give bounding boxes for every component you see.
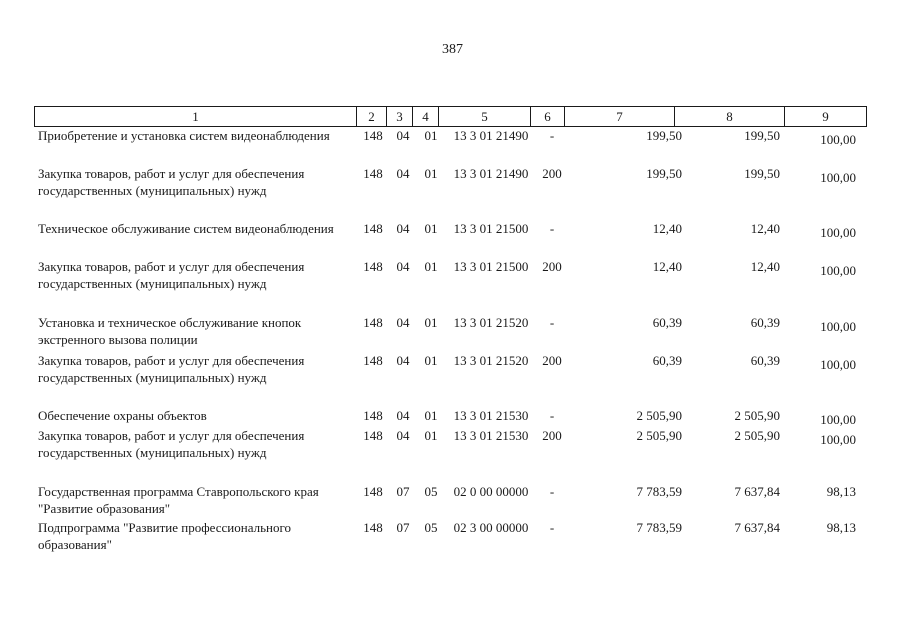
table-row	[0, 127, 905, 163]
page-number: 387	[442, 42, 463, 57]
row-code-admin: 148	[363, 428, 383, 443]
row-name: Обеспечение охраны объектов	[38, 408, 207, 423]
row-amount-plan: 199,50	[646, 166, 682, 181]
row-name: Подпрограмма "Развитие профессионального образования"	[38, 520, 291, 552]
row-code-section: 04	[396, 221, 410, 236]
row-code-section: 04	[396, 315, 410, 330]
row-code-target: 13 3 01 21520	[453, 315, 529, 330]
table-row	[0, 483, 905, 519]
column-header: 7	[565, 107, 675, 127]
row-amount-actual: 2 505,90	[734, 428, 780, 443]
row-code-subsection: 01	[424, 259, 438, 274]
row-code-expense-type: -	[549, 408, 555, 423]
row-amount-actual: 2 505,90	[734, 408, 780, 423]
table-row	[0, 519, 905, 555]
row-code-target: 13 3 01 21530	[453, 428, 529, 443]
row-code-expense-type: -	[549, 315, 555, 330]
row-code-subsection: 01	[424, 428, 438, 443]
row-percent: 100,00	[820, 357, 856, 372]
row-code-subsection: 01	[424, 408, 438, 423]
row-amount-plan: 7 783,59	[636, 520, 682, 535]
row-amount-plan: 60,39	[652, 315, 682, 330]
row-percent: 98,13	[826, 484, 856, 499]
row-name: Установка и техническое обслуживание кнопок экстренного вызова полиции	[38, 315, 302, 347]
row-amount-plan: 60,39	[652, 353, 682, 368]
row-amount-actual: 7 637,84	[734, 520, 780, 535]
row-code-subsection: 05	[424, 484, 438, 499]
column-header: 5	[439, 107, 531, 127]
row-code-admin: 148	[363, 128, 383, 143]
row-amount-actual: 60,39	[750, 315, 780, 330]
table-row	[0, 258, 905, 294]
row-name: Закупка товаров, работ и услуг для обеспечения государственных (муниципальных) нужд	[38, 353, 305, 385]
row-percent: 98,13	[826, 520, 856, 535]
table-row	[0, 220, 905, 256]
row-code-target: 02 0 00 00000	[453, 484, 529, 499]
row-code-target: 13 3 01 21530	[453, 408, 529, 423]
row-amount-plan: 2 505,90	[636, 428, 682, 443]
row-code-expense-type: -	[549, 484, 555, 499]
column-header: 4	[413, 107, 439, 127]
row-code-subsection: 01	[424, 353, 438, 368]
row-percent: 100,00	[820, 170, 856, 185]
row-percent: 100,00	[820, 225, 856, 240]
row-name: Закупка товаров, работ и услуг для обеспечения государственных (муниципальных) нужд	[38, 428, 305, 460]
row-name: Государственная программа Ставропольского края "Развитие образования"	[38, 484, 319, 516]
row-amount-plan: 12,40	[652, 221, 682, 236]
row-name: Приобретение и установка систем видеонаблюдения	[38, 128, 330, 143]
table-row	[0, 427, 905, 463]
table-row	[0, 352, 905, 388]
row-code-section: 04	[396, 166, 410, 181]
column-header: 6	[531, 107, 565, 127]
row-code-section: 04	[396, 353, 410, 368]
table-row	[0, 314, 905, 350]
row-code-admin: 148	[363, 520, 383, 535]
row-name: Техническое обслуживание систем видеонаблюдения	[38, 221, 334, 236]
row-amount-plan: 7 783,59	[636, 484, 682, 499]
row-code-admin: 148	[363, 221, 383, 236]
row-code-section: 04	[396, 428, 410, 443]
row-code-subsection: 05	[424, 520, 438, 535]
row-name: Закупка товаров, работ и услуг для обеспечения государственных (муниципальных) нужд	[38, 259, 305, 291]
column-header: 2	[357, 107, 387, 127]
row-code-target: 13 3 01 21500	[453, 221, 529, 236]
row-code-admin: 148	[363, 315, 383, 330]
row-code-expense-type: -	[549, 520, 555, 535]
row-amount-actual: 12,40	[750, 221, 780, 236]
column-header: 3	[387, 107, 413, 127]
row-code-section: 04	[396, 259, 410, 274]
row-code-target: 13 3 01 21500	[453, 259, 529, 274]
row-code-target: 13 3 01 21520	[453, 353, 529, 368]
row-amount-actual: 12,40	[750, 259, 780, 274]
row-percent: 100,00	[820, 132, 856, 147]
row-code-subsection: 01	[424, 221, 438, 236]
row-amount-plan: 12,40	[652, 259, 682, 274]
row-code-expense-type: 200	[542, 428, 562, 443]
row-code-expense-type: 200	[542, 166, 562, 181]
row-percent: 100,00	[820, 263, 856, 278]
row-name: Закупка товаров, работ и услуг для обеспечения государственных (муниципальных) нужд	[38, 166, 305, 198]
row-amount-actual: 7 637,84	[734, 484, 780, 499]
row-amount-plan: 2 505,90	[636, 408, 682, 423]
row-amount-actual: 199,50	[744, 166, 780, 181]
row-code-subsection: 01	[424, 128, 438, 143]
row-code-section: 04	[396, 128, 410, 143]
row-percent: 100,00	[820, 412, 856, 427]
row-code-target: 02 3 00 00000	[453, 520, 529, 535]
row-code-admin: 148	[363, 166, 383, 181]
row-percent: 100,00	[820, 432, 856, 447]
row-amount-actual: 60,39	[750, 353, 780, 368]
row-code-subsection: 01	[424, 166, 438, 181]
row-code-expense-type: 200	[542, 259, 562, 274]
row-amount-actual: 199,50	[744, 128, 780, 143]
column-header: 1	[35, 107, 357, 127]
row-code-section: 07	[396, 484, 410, 499]
row-code-target: 13 3 01 21490	[453, 166, 529, 181]
row-code-expense-type: 200	[542, 353, 562, 368]
column-header: 8	[675, 107, 785, 127]
row-code-target: 13 3 01 21490	[453, 128, 529, 143]
row-code-section: 07	[396, 520, 410, 535]
row-amount-plan: 199,50	[646, 128, 682, 143]
row-code-subsection: 01	[424, 315, 438, 330]
table-row	[0, 165, 905, 201]
row-percent: 100,00	[820, 319, 856, 334]
row-code-expense-type: -	[549, 128, 555, 143]
row-code-expense-type: -	[549, 221, 555, 236]
row-code-admin: 148	[363, 484, 383, 499]
row-code-admin: 148	[363, 353, 383, 368]
column-header: 9	[785, 107, 867, 127]
row-code-admin: 148	[363, 259, 383, 274]
row-code-admin: 148	[363, 408, 383, 423]
row-code-section: 04	[396, 408, 410, 423]
